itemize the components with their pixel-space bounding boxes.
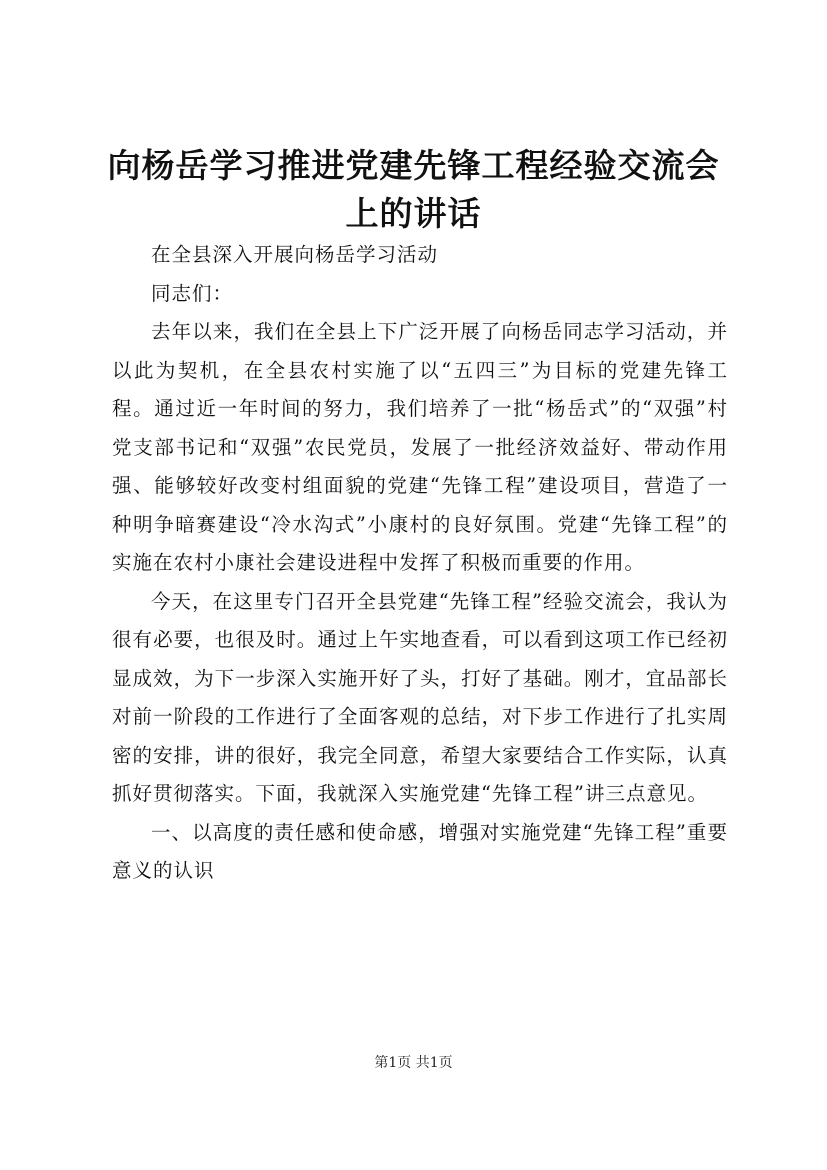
document-title: 向杨岳学习推进党建先锋工程经验交流会上的讲话: [107, 146, 720, 233]
paragraph-section-heading: 一、以高度的责任感和使命感，增强对实施党建“先锋工程”重要意义的认识: [112, 820, 728, 882]
paragraph-meeting: 今天，在这里专门召开全县党建“先锋工程”经验交流会，我认为很有必要，也很及时。通过上午实地查看，可以看到这项工作已经初显成效，为下一步深入实施开好了头，打好了基础。刚才，宜品部长对前一阶段的工作进行了全面客观的总结，对下步工作进行了扎实周密的安排，讲的很好，我完全同意，希望大家要结合工作实际，认真抓好贯彻落实。下面，我就深入实施党建“先锋工程”讲三点意见。: [112, 589, 728, 805]
document-body: [112, 236, 728, 891]
paragraph-intro: 去年以来，我们在全县上下广泛开展了向杨岳同志学习活动，并以此为契机，在全县农村实施了以“五四三”为目标的党建先锋工程。通过近一年时间的努力，我们培养了一批“杨岳式”的“双强”村党支部书记和“双强”农民党员，发展了一批经济效益好、带动作用强、能够较好改变村组面貌的党建“先锋工程”建设项目，营造了一种明争暗赛建设“冷水沟式”小康村的良好氛围。党建“先锋工程”的实施在农村小康社会建设进程中发挥了积极而重要的作用。: [112, 320, 728, 574]
paragraph-subtitle: 在全县深入开展向杨岳学习活动: [151, 243, 439, 266]
page-footer: 第1页 共1页: [374, 1055, 453, 1071]
paragraph-salutation: 同志们：: [151, 281, 234, 305]
